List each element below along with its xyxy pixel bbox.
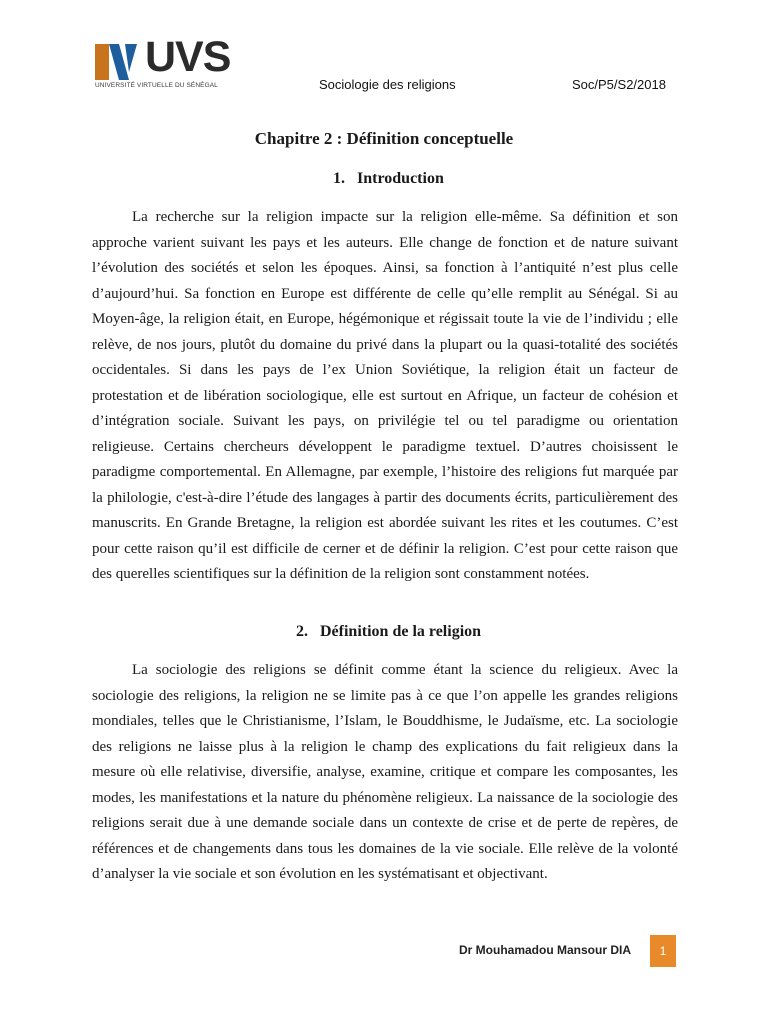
introduction-paragraph: La recherche sur la religion impacte sur la religion elle-même. Sa définition et son approche varient suivant les pays et les auteurs. Elle change de fonction et de nature suivant l’évolution des sociétés et selon les époques. Ainsi, sa fonction à l’antiquité n’est plus celle d’aujourd’hui. Sa fonction en Europe est différente de celle qu’elle remplit au Sénégal. Si au Moyen-âge, la religion était, en Europe, hégémonique et régissait toute la vie de l’individu ; elle relève, de nos jours, plutôt du domaine du privé dans la plupart ou la quasi-totalité des sociétés occidentales. Si dans les pays de l’ex Union Soviétique, la religion était un facteur de protestation et de libération sociologique, elle est surtout en Afrique, un facteur de cohésion et d’intégration sociale. Suivant les pays, on privilégie tel ou tel paradigme ou orientation religieuse. Certains chercheurs développent le paradigme textuel. D’autres choisissent le paradigme comportemental. En Allemagne, par exemple, l’histoire des religions fut marquée par la philologie, c'est-à-dire l’étude des langages à partir des documents écrits, particulièrement des manuscrits. En Grande Bretagne, la religion est abordée suivant les rites et les coutumes. C’est pour cette raison qu’il est difficile de cerner et de définir la religion. C’est pour cette raison que des querelles scientifiques sur la définition de la religion sont constamment notées. xyxy=(92,209,678,582)
uvs-logo-icon xyxy=(95,42,143,80)
page-number-badge: 1 xyxy=(650,935,676,967)
logo-subtitle: UNIVERSITÉ VIRTUELLE DU SÉNÉGAL xyxy=(95,82,218,89)
course-title: Sociologie des religions xyxy=(319,77,456,92)
section-heading-definition: 2. Définition de la religion xyxy=(296,623,482,640)
logo-text: UVS xyxy=(145,33,231,81)
footer-author: Dr Mouhamadou Mansour DIA xyxy=(459,943,632,957)
course-code: Soc/P5/S2/2018 xyxy=(572,77,666,92)
chapter-title: Chapitre 2 : Définition conceptuelle xyxy=(254,129,514,148)
section-heading-introduction: 1. Introduction xyxy=(333,170,444,187)
university-logo xyxy=(95,33,235,94)
definition-paragraph: La sociologie des religions se définit comme étant la science du religieux. Avec la sociologie des religions, la religion ne se limite pas à ce que l’on appelle les grandes religions mondiales, telles que le Christianisme, l’Islam, le Bouddhisme, le Judaïsme, etc. La sociologie des religions ne laisse plus à la religion le champ des explications du fait religieux dans la mesure où elle relativise, diversifie, analyse, examine, critique et compare les composantes, les modes, les manifestations et la nature du phénomène religieux. La naissance de la sociologie des religions serait due à une demande sociale dans un contexte de crise et de perte de repères, de références et de changements dans tous les domaines de la vie sociale. Elle relève de la volonté d’analyser la vie sociale et son évolution en les systématisant et objectivant. xyxy=(92,662,678,882)
